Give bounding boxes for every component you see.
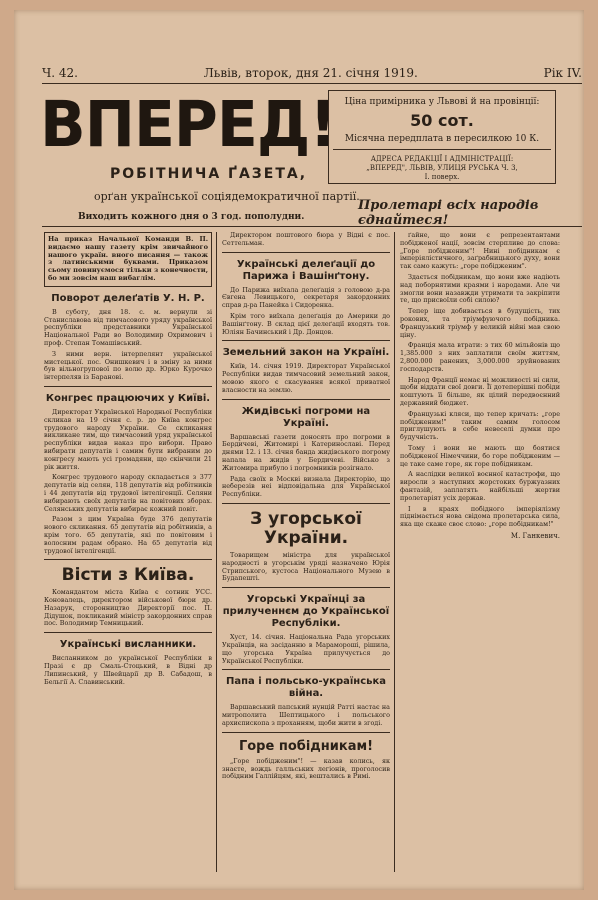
article-divider: [44, 632, 212, 633]
article-paragraph: Висланником до української Республіки в Празі є др Смаль-Стоцький, в Відні др Липинський, у Швейцарії др В. Сабадош, в Бельгії А. Славинський.: [44, 654, 212, 686]
article-paragraph: Тому і вони не мають що боятися побідженої Німеччини, бо горе побідженим — це таке саме горе, як горе побідникам.: [400, 443, 560, 468]
article-divider: [44, 386, 212, 387]
article-paragraph: З ними верн. інтерпелянт української мистецької. пос. Онишкевич і в зміну за ними був вільногрупової по волю др. Юрко Курочко інтерпеляв із Баранові.: [44, 349, 212, 382]
issue-number: Ч. 42.: [42, 66, 78, 80]
article-divider: [222, 340, 390, 341]
price-box: [328, 90, 556, 184]
article-divider: [222, 669, 390, 670]
article-paragraph: Директором поштового бюра у Відні є пос. Сеттельман.: [222, 231, 390, 247]
article-divider: [222, 503, 390, 504]
masthead-organ: орґан української соціядемократичної партії.: [94, 190, 360, 203]
address-heading: АДРЕСА РЕДАКЦІЇ І АДМІНІСТРАЦІЇ:: [370, 155, 514, 163]
headline-congress-kyiv: Конгрес працюючих у Київі.: [45, 392, 211, 404]
monthly-subscription: Місячна передплата в пересилкою 10 К.: [344, 134, 540, 144]
column-3: [400, 232, 560, 541]
masthead-subtitle: РОБІТНИЧА ҐАЗЕТА,: [110, 166, 308, 182]
headline-delegations-paris: Українські делеґації до Парижа і Вашінґтону.: [236, 258, 376, 282]
article-paragraph: Рада своїх в Москві визнала Директорію, що неберезів неі відповідальна для Української Республіки.: [222, 474, 390, 499]
year-number: Рік IV.: [543, 66, 582, 80]
article-paragraph: І в краях побідного імперіялізму піднімається нова свідома пролетарська сила, яка ще скаже своє слово: „горе побідникам!": [400, 504, 560, 529]
headline-news-kyiv: Вісти з Київа.: [61, 565, 195, 586]
article-paragraph: Командантом міста Київа є сотник УСС. Коновалець, директором військової бюри др. Назарук, сторонництво Директорії пос. П. Дідушок, покликаний міністр закордонних справ пос. Володимир Темницький.: [44, 588, 212, 628]
column-divider: [394, 232, 395, 872]
article-paragraph: Директорат Української Народньої Республіки скликав на 19 січня с. р. до Київа конгрес трудового народу України. Се скликання викликане тим, що тимчасовий уряд української республіки видав наказ про вибори. Право вибирати депутатів і самим бути вибраним до конгресу мають усі громадяни, що скінчили 21 рік життя.: [44, 407, 212, 471]
article-divider: [222, 252, 390, 253]
article-paragraph: Товарищем міністра для української народності в угорськім уряді назначено Юрія Стрипського, кустоса Національного Музею в Будапешті.: [222, 550, 390, 583]
article-paragraph: Тепер іще добивається в будущість, тих рокових, та тріумфуючого побідника. Французький тріумф у великій війні мав свою ціну.: [400, 307, 560, 339]
masthead-title: ВПЕРЕД!: [40, 88, 336, 162]
command-notice: На приказ Начальної Команди В. П. видаємо нашу газету крім звичайного нашого україн. вного писання — також з латинськими буквами. Приказом сьому повинуємося тільки з конечности, бо ми зовсім наш вибаглім.: [44, 232, 212, 287]
headline-woe-victors: Горе побідникам!: [238, 738, 374, 754]
masthead-bottom-rule: [42, 226, 582, 227]
article-paragraph: Франція мала втрати: з тих 60 мільйонів що 1,385.000 з них заплатили своїм життям, 2,800.000 ранених, 3,000.000 зруйнованих господарств.: [400, 341, 560, 373]
article-paragraph: Разом з цим Україна буде 376 депутатів нового скликання. 65 депутатів від робітників, а крім того. 65 депутатів, які по повітовим і волосним радам обрано. На 65 депутатів від трудової інтелігенції.: [44, 515, 212, 555]
article-paragraph: А наслідки великої воєнної катастрофи, що виросли з наступних жорстоких буржуазних фантазій, заплатять найбільші жертви пролетаріят усіх держав.: [400, 470, 560, 502]
article-divider: [222, 732, 390, 733]
address-line: „ВПЕРЕД", ЛЬВІВ, УЛИЦЯ РУСЬКА Ч. 3,: [366, 164, 518, 172]
article-paragraph: Народ Франції немає ні можливості ні сили, щоби віддати свої довги. Її дотеперішні побіди коштують її більше, як цілий передвоєнний державний бюджет.: [400, 375, 560, 407]
dateline-row: [42, 64, 582, 82]
price-label: Ціна примірника у Львові й на провінції:: [344, 97, 540, 107]
motto: Пролетарі всіх народів єднайтеся!: [358, 198, 539, 228]
newspaper-page: [14, 10, 584, 890]
top-rule: [42, 83, 582, 84]
headline-hungarian-ukrainians-union: Угорські Українці за прилученнєм до Української Республіки.: [222, 594, 390, 630]
article-paragraph: Крім того виїхала делеґація до Америки до Вашінґтону. В склад цієї делеґації входять тов. Юліян Бачинський і Др. Донцов.: [222, 311, 390, 336]
headline-delegates-return: Поворот делеґатів У. Н. Р.: [51, 292, 205, 304]
price-box-divider: [333, 149, 551, 150]
article-paragraph: ґайне, що вони є репрезентантами побідженої нації, зовсім стерпливе до слова: „Горе побідженим"! Нині побідникам є імперіялістичного, заґрабницького духу, вони так само кажуть: „горе побідженим".: [400, 231, 560, 271]
author-signature: М. Ганкевич.: [510, 531, 560, 540]
article-paragraph: Конгрес трудового народу складається з 377 депутатів від селян, 118 депутатів від робітників і 44 депутатів від трудової інтелігенції. Селяни вибирають своїх депутатів на повітових зборах. Селянських депутатів вибирає кожний повіт.: [44, 473, 212, 513]
dateline: Львів, второк, дня 21. січня 1919.: [203, 66, 418, 80]
address-floor: I. поверх.: [424, 173, 460, 181]
headline-hungarian-ukraine: З угорської України.: [250, 508, 362, 548]
article-divider: [222, 399, 390, 400]
article-paragraph: „Горе побідженим"! — казав колись, як знаєте, вождь галльських легіонів, проголосив побідним Галлійцям, які, вештались в Римі.: [222, 756, 390, 781]
article-paragraph: Хуст, 14. січня. Національна Рада угорських Українців, на засіданню в Марамороші, рішила, що угорська Україна прилучується до Української Республіки.: [222, 633, 390, 665]
headline-envoys: Українські висланники.: [59, 639, 197, 651]
article-paragraph: Варшавські газети доносять про погроми в Бердичеві, Житомирі і Катеринославі. Перед днями 12. і 13. січня банда жидівського погрому напала на жидів у Бердичеві. Військо з Житомира прибуло і погромників розігнало.: [222, 432, 390, 472]
article-paragraph: Здається побідникам, що вони вже надіють над поборнятими краями і народами. Але чи змогли вони назавжди утримати та закріпити те, що присвоїли собі силою?: [400, 272, 560, 305]
headline-pope-war: Папа і польсько-українська війна.: [226, 676, 386, 700]
publication-schedule: Виходить кожного дня о 3 год. пополудни.: [78, 212, 305, 222]
headline-pogroms: Жидівські погроми на Україні.: [241, 405, 371, 429]
article-paragraph: Варшавський папський нунцій Ратті настає на митрополита Шептицького і польського архиєпископа з проханням, щоби жити в згоді.: [222, 703, 390, 727]
column-divider: [216, 232, 217, 872]
article-divider: [222, 587, 390, 588]
column-1: [44, 232, 212, 689]
article-paragraph: В суботу, дня 18. с. м. вернули зі Станиславова від тимчасового уряду української республіки представники Української Національної Ради во Володимир Охримович і проф. Степан Томашівський.: [44, 307, 212, 347]
article-divider: [44, 559, 212, 560]
price-value: 50 сот.: [410, 111, 474, 130]
article-paragraph: До Парижа виїхала делеґація з головою д-ра Євгена Левицького, секретаря закордонних справ д-ра Панейка і Сидоренка.: [222, 285, 390, 310]
article-paragraph: Французькі кляси, що тепер кричать: „горе побідженим!" таким самим голосом приглушують в себе невеселі думки про будучність.: [400, 409, 560, 442]
headline-land-law: Земельний закон на Україні.: [222, 347, 390, 359]
article-paragraph: Київ, 14. січня 1919. Директорат Української Республіки видав тимчасовий земельний закон, мовою якого є скасування всякої приватної власности на землю.: [222, 362, 390, 394]
column-2: [222, 232, 390, 784]
